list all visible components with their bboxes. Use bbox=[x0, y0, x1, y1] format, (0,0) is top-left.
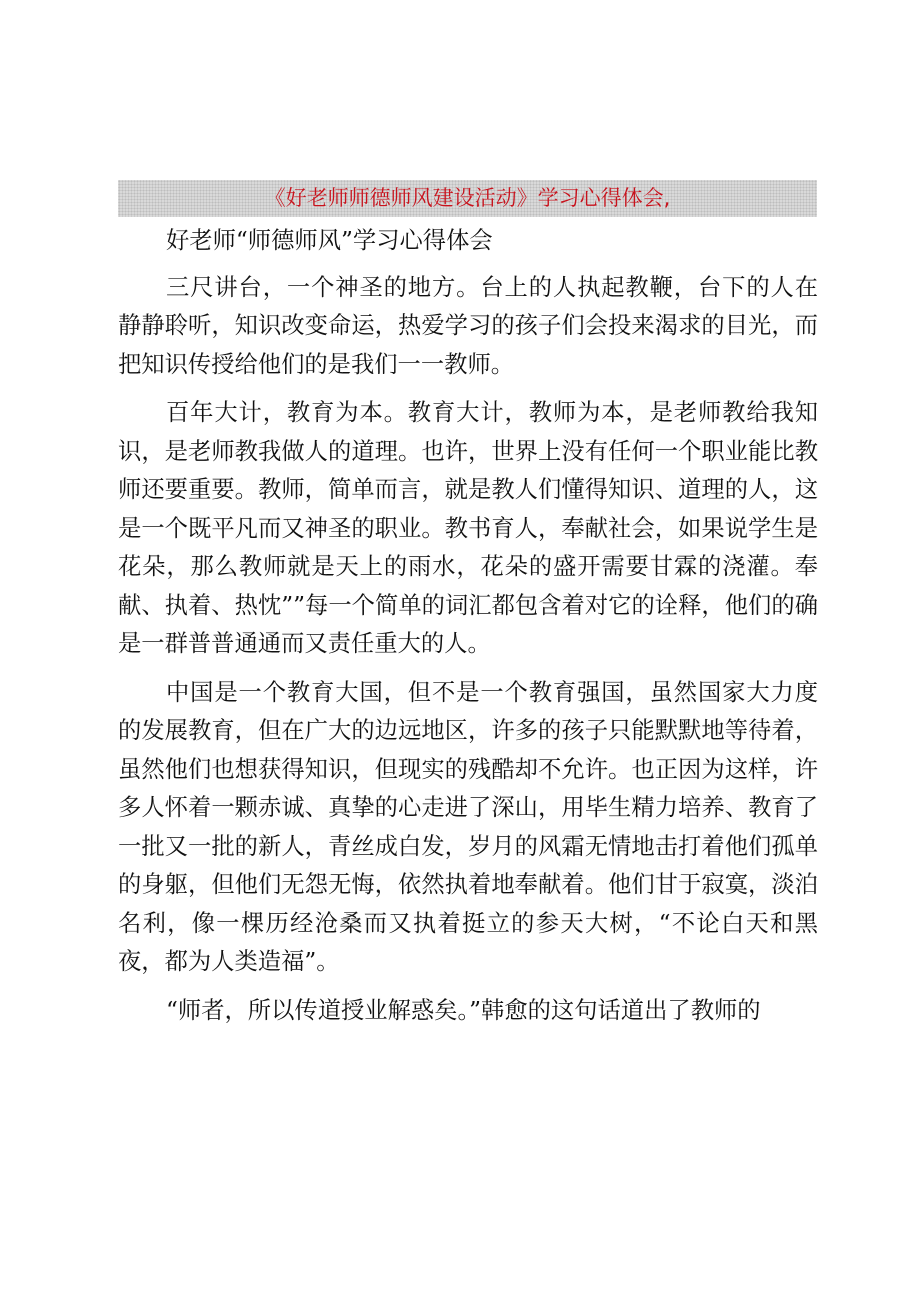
paragraph-2: 百年大计，教育为本。教育大计，教师为本，是老师教给我知识，是老师教我做人的道理。也许，世界上没有任何一个职业能比教师还要重要。教师，简单而言，就是教人们懂得知识、道理的人，这是一个既平凡而又神圣的职业。教书育人，奉献社会，如果说学生是花朵，那么教师就是天上的雨水，花朵的盛开需要甘霖的浇灌。奉献、执着、热忱””每一个简单的词汇都包含着对它的诠释，他们的确是一群普普通通而又责任重大的人。 bbox=[118, 399, 818, 657]
document-title: 《好老师师德师风建设活动》学习心得体会, bbox=[264, 186, 671, 210]
paragraph-1: 三尺讲台，一个神圣的地方。台上的人执起教鞭，台下的人在静静聆听，知识改变命运，热爱学习的孩子们会投来渴求的目光，而把知识传授给他们的是我们一一教师。 bbox=[118, 273, 818, 378]
document-title-bar bbox=[118, 180, 817, 217]
document-subtitle: 好老师“师德师风”学习心得体会 bbox=[166, 227, 493, 254]
paragraph-3: 中国是一个教育大国，但不是一个教育强国，虽然国家大力度的发展教育，但在广大的边远地区，许多的孩子只能默默地等待着，虽然他们也想获得知识，但现实的残酷却不允许。也正因为这样，许多人怀着一颗赤诚、真挚的心走进了深山，用毕生精力培养、教育了一批又一批的新人，青丝成白发，岁月的风霜无情地击打着他们孤单的身躯，但他们无怨无悔，依然执着地奉献着。他们甘于寂寞，淡泊名利，像一棵历经沧桑而又执着挺立的参天大树，“不论白天和黑夜，都为人类造福”。 bbox=[118, 678, 818, 975]
paragraph-4: “师者，所以传道授业解惑矣。”韩愈的这句话道出了教师的 bbox=[166, 996, 761, 1024]
document-body bbox=[118, 222, 818, 1030]
